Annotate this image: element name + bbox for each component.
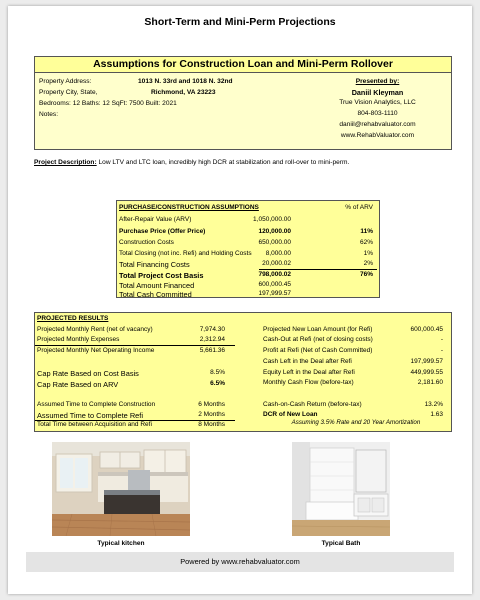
project-description-text: Low LTV and LTC loan, incredibly high DCR at stabilization and roll-over to mini-perm. bbox=[98, 159, 350, 166]
address-label: Property Address: bbox=[39, 78, 92, 85]
result-row: Total Time between Acquisition and Refi 8 Months bbox=[37, 421, 225, 428]
presenter-email[interactable]: daniil@rehabvaluator.com bbox=[339, 121, 416, 128]
result-row: Assumed Time to Complete Construction 6 Months bbox=[37, 401, 225, 408]
footer-bar bbox=[26, 552, 454, 572]
section-underline bbox=[35, 345, 235, 346]
footer-text[interactable]: Powered by www.rehabvaluator.com bbox=[180, 557, 300, 566]
presenter-company: True Vision Analytics, LLC bbox=[339, 99, 416, 106]
result-row: Assumed Time to Complete Refi 2 Months bbox=[37, 411, 225, 420]
project-description-label: Project Description: bbox=[34, 159, 97, 166]
notes-label: Notes: bbox=[39, 111, 59, 118]
pct-of-arv-header: % of ARV bbox=[345, 204, 373, 211]
address-value: 1013 N. 33rd and 1018 N. 32nd bbox=[138, 78, 233, 85]
property-info-box bbox=[34, 72, 452, 150]
kitchen-caption: Typical kitchen bbox=[97, 540, 145, 547]
purchase-row: Total Project Cost Basis 798,000.02 76% bbox=[119, 271, 373, 280]
result-row: Projected Monthly Net Operating Income 5,661.36 bbox=[37, 347, 225, 354]
city-value: Richmond, VA 23223 bbox=[151, 89, 216, 96]
presenter-website[interactable]: www.RehabValuator.com bbox=[340, 132, 415, 139]
presented-by-heading: Presented by: bbox=[355, 78, 400, 85]
bath-caption: Typical Bath bbox=[321, 540, 361, 547]
result-row: Projected Monthly Expenses 2,312.94 bbox=[37, 336, 225, 343]
purchase-row: Total Financing Costs 20,000.02 2% bbox=[119, 260, 373, 269]
purchase-row: After-Repair Value (ARV) 1,050,000.00 bbox=[119, 216, 291, 223]
result-row: Profit at Refi (Net of Cash Committed) - bbox=[263, 347, 443, 354]
result-row: Projected New Loan Amount (for Refi) 600,000.45 bbox=[263, 326, 443, 333]
city-label: Property City, State, bbox=[39, 89, 98, 96]
page-title: Short-Term and Mini-Perm Projections bbox=[144, 16, 336, 28]
result-row: Cash Left in the Deal after Refi 197,999.57 bbox=[263, 358, 443, 365]
purchase-row: Total Cash Committed 197,999.57 bbox=[119, 290, 291, 299]
subtotal-underline bbox=[259, 269, 377, 270]
projected-results-box bbox=[34, 312, 452, 432]
purchase-assumptions-box bbox=[116, 200, 380, 298]
amortization-note: Assuming 3.5% Rate and 20 Year Amortization bbox=[291, 419, 421, 426]
result-row: Cap Rate Based on ARV 6.5% bbox=[37, 380, 225, 389]
projected-results-header: PROJECTED RESULTS bbox=[37, 315, 109, 322]
purchase-row: Total Closing (not inc. Refi) and Holding Costs 8,000.00 1% bbox=[119, 250, 373, 257]
result-row: Projected Monthly Rent (net of vacancy) 7,974.30 bbox=[37, 326, 225, 333]
report-page bbox=[8, 6, 472, 594]
purchase-header: PURCHASE/CONSTRUCTION ASSUMPTIONS bbox=[119, 204, 259, 211]
purchase-row: Total Amount Financed 600,000.45 bbox=[119, 281, 291, 290]
result-row: DCR of New Loan 1.63 bbox=[263, 411, 443, 418]
purchase-row: Purchase Price (Offer Price) 120,000.00 11% bbox=[119, 228, 373, 235]
kitchen-photo bbox=[52, 442, 190, 536]
project-description bbox=[34, 159, 464, 166]
assumptions-banner: Assumptions for Construction Loan and Mini-Perm Rollover bbox=[34, 56, 452, 73]
property-details: Bedrooms: 12 Baths: 12 SqFt: 7500 Built: 2021 bbox=[39, 100, 177, 107]
presenter-phone: 804-803-1110 bbox=[357, 110, 398, 117]
purchase-row: Construction Costs 650,000.00 62% bbox=[119, 239, 373, 246]
result-row: Cash-on-Cash Return (before-tax) 13.2% bbox=[263, 401, 443, 408]
presenter-name: Daniil Kleyman bbox=[351, 88, 404, 97]
result-row: Equity Left in the Deal after Refi 449,999.55 bbox=[263, 369, 443, 376]
result-row: Monthly Cash Flow (before-tax) 2,181.60 bbox=[263, 379, 443, 386]
result-row: Cap Rate Based on Cost Basis 8.5% bbox=[37, 369, 225, 378]
bath-photo bbox=[292, 442, 390, 536]
result-row: Cash-Out at Refi (net of closing costs) - bbox=[263, 336, 443, 343]
